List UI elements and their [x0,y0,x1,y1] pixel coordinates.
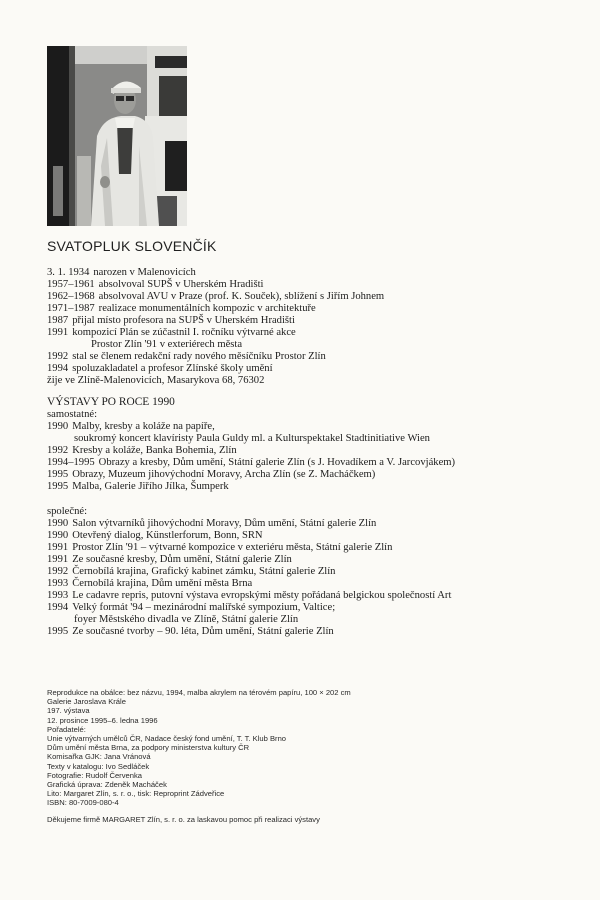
exhibition-year: 1995 [47,481,69,492]
exhibition-text: Otevřený dialog, Künstlerforum, Bonn, SRN [72,530,263,541]
bio-entry [47,351,572,363]
exhibition-text: Kresby a koláže, Banka Bohemia, Zlín [72,445,237,456]
bio-text: absolvoval AVU v Praze (prof. K. Souček), sblížení s Jiřím Johnem [98,291,385,302]
exhibition-text: Obrazy a kresby, Dům umění, Státní galerie Zlín (s J. Hovadíkem a V. Jarcovjákem) [98,457,456,468]
colophon [47,688,572,824]
exhibition-text: Prostor Zlín '91 – výtvarné kompozice v exteriéru města, Státní galerie Zlín [72,542,393,553]
colophon-line: Unie výtvarných umělců ČR, Nadace český fond umění, T. T. Klub Brno [47,734,287,744]
bio-text: stal se členem redakční rady nového měsíčníku Prostor Zlín [72,351,326,362]
colophon-line: Fotografie: Rudolf Červenka [47,770,142,780]
exhibition-entry [47,626,572,638]
exhibition-year: 1990 [47,518,69,529]
exhibition-text: Ze současné kresby, Dům umění, Státní galerie Zlín [72,554,292,565]
bio-entry [47,327,572,339]
exhibition-text: Malba, Galerie Jiřího Jílka, Šumperk [72,481,229,492]
colophon-line: Komisařka GJK: Jana Vránová [47,752,151,762]
bio-year: 1992 [47,351,69,362]
exhibition-year: 1991 [47,542,69,553]
colophon-line: Reprodukce na obálce: bez názvu, 1994, malba akrylem na térovém papíru, 100 × 202 cm [47,688,351,697]
bio-text: realizace monumentálních kompozic v architektuře [98,303,316,314]
bio-text: přijal místo profesora na SUPŠ v Uherském Hradišti [72,315,295,326]
colophon-line: Pořadatelé: [47,724,86,734]
bio-entry [47,291,572,303]
colophon-line: Texty v katalogu: Ivo Sedláček [47,761,150,771]
bio-text: spoluzakladatel a profesor Zlínské školy umění [72,363,273,374]
exhibition-text: Ze současné tvorby – 90. léta, Dům umění, Státní galerie Zlín [72,626,334,637]
bio-entry [47,279,572,291]
colophon-line: Lito: Margaret Zlín, s. r. o., tisk: Reproprint Zádveřice [47,789,225,799]
exhibition-text: Černobílá krajina, Grafický kabinet zámku, Státní galerie Zlín [72,566,336,577]
colophon-line: Galerie Jaroslava Krále [47,697,126,707]
acknowledgement: Děkujeme firmě MARGARET Zlín, s. r. o. za laskavou pomoc při realizaci výstavy [47,814,320,824]
exhibition-year: 1990 [47,530,69,541]
exhibition-text: Černobílá krajina, Dům umění města Brna [72,578,253,589]
colophon-line: Grafická úprava: Zdeněk Macháček [47,780,167,790]
exhibition-text-continuation: foyer Městského divadla ve Zlíně, Státní galerie Zlín [74,614,299,625]
isbn: ISBN: 80-7009-080-4 [47,798,119,808]
bio-year: 1971–1987 [47,303,95,314]
exhibition-text: Le cadavre repris, putovní výstava evropskými městy pořádaná belgickou společností Art [72,590,452,601]
exhibition-entry [47,554,572,566]
exhibition-entry [47,590,572,602]
catalog-text [47,267,572,638]
exhibition-entry [47,530,572,542]
exhibition-entry [47,457,572,469]
solo-label: samostatné: [47,409,98,420]
bio-year: 1957–1961 [47,279,95,290]
exhibition-entry [47,445,572,457]
bio-entry [47,303,572,315]
exhibition-entry [47,578,572,590]
group-label: společné: [47,506,88,517]
exhibition-text-continuation: soukromý koncert klavíristy Paula Guldy ml. a Kulturspektakel Stadtinitiative Wien [74,433,430,444]
solo-exhibitions [47,421,572,493]
exhibition-year: 1992 [47,566,69,577]
bio-year: 3. 1. 1934 [47,267,90,278]
colophon-line: Dům umění města Brna, za podpory ministerstva kultury ČR [47,743,250,753]
exhibition-entry [47,469,572,481]
exhibition-year: 1993 [47,578,69,589]
exhibition-text: Velký formát '94 – mezinárodní malířské sympozium, Valtice; [72,602,336,613]
exhibition-entry [47,481,572,493]
exhibition-text: Salon výtvarníků jihovýchodní Moravy, Dům umění, Státní galerie Zlín [72,518,377,529]
exhibition-entry [47,602,572,614]
exhibition-entry [47,518,572,530]
bio-entry [47,267,572,279]
exhibition-year: 1991 [47,554,69,565]
artist-name: SVATOPLUK SLOVENČÍK [47,238,217,254]
exhibition-year: 1993 [47,590,69,601]
exhibition-year: 1995 [47,469,69,480]
exhibition-text: Obrazy, Muzeum jihovýchodní Moravy, Archa Zlín (se Z. Macháčkem) [72,469,376,480]
bio-text: absolvoval SUPŠ v Uherském Hradišti [98,279,264,290]
exhibition-year: 1994 [47,602,69,613]
bio-text: kompozicí Plán se zúčastnil I. ročníku výtvarné akce [72,327,296,338]
bio-year: 1962–1968 [47,291,95,302]
bio-year: 1994 [47,363,69,374]
exhibition-entry [47,542,572,554]
bio-text-continuation: Prostor Zlín '91 v exteriérech města [91,339,243,350]
bio-text: narozen v Malenovicích [93,267,196,278]
colophon-line: 197. výstava [47,706,90,716]
exhibition-year: 1995 [47,626,69,637]
address: žije ve Zlíně-Malenovicích, Masarykova 68, 76302 [47,375,265,386]
bio-entry [47,363,572,375]
bio-year: 1991 [47,327,69,338]
artist-portrait-photo [47,46,187,226]
exhibitions-title: VÝSTAVY PO ROCE 1990 [47,396,175,408]
exhibition-entry [47,566,572,578]
exhibition-text: Malby, kresby a koláže na papíře, [72,421,215,432]
group-exhibitions [47,518,572,638]
bio-entry [47,315,572,327]
exhibition-entry [47,421,572,433]
biography [47,267,572,387]
bio-year: 1987 [47,315,69,326]
exhibition-year: 1992 [47,445,69,456]
exhibition-year: 1990 [47,421,69,432]
colophon-line: 12. prosince 1995–6. ledna 1996 [47,715,158,725]
exhibition-year: 1994–1995 [47,457,95,468]
